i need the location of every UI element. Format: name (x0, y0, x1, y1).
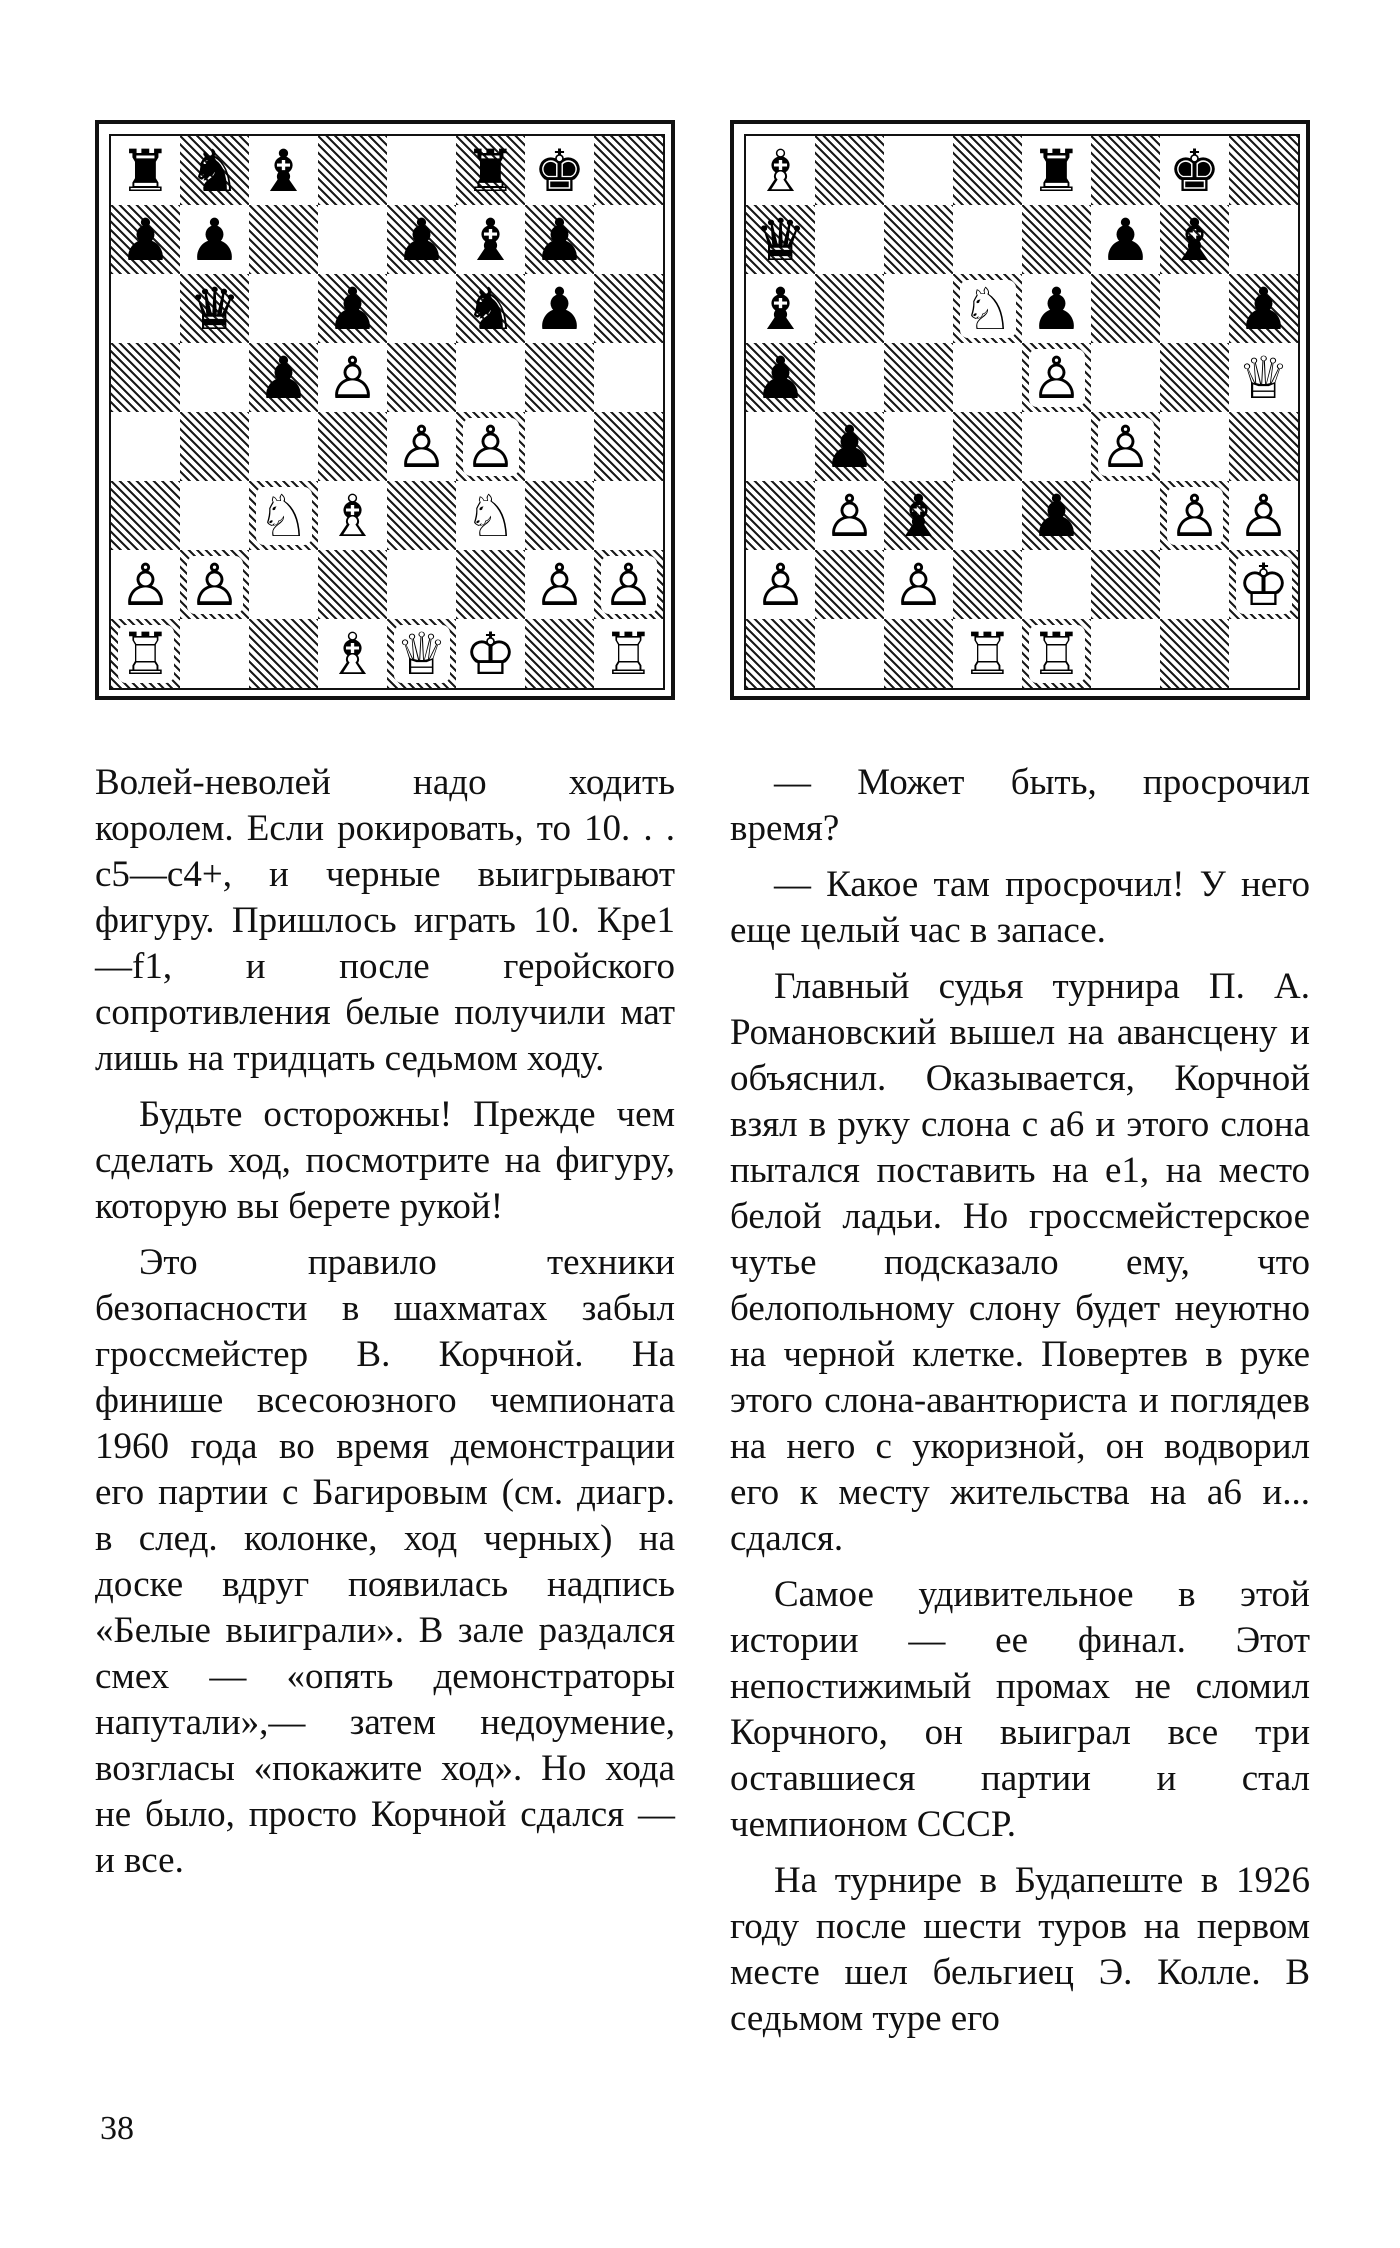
black-pawn-icon: ♟ (188, 205, 241, 274)
black-bishop-icon: ♝ (464, 205, 517, 274)
white-pawn-icon: ♙ (119, 550, 172, 619)
board-square (1091, 412, 1160, 481)
board-square (815, 481, 884, 550)
board-square (1160, 136, 1229, 205)
black-pawn-icon: ♟ (1099, 205, 1152, 274)
board-square (746, 412, 815, 481)
board-square (456, 205, 525, 274)
white-pawn-icon: ♙ (1237, 481, 1290, 550)
board-square (884, 412, 953, 481)
text-column-right (730, 760, 1310, 2052)
board-square (953, 136, 1022, 205)
white-pawn-icon: ♙ (326, 343, 379, 412)
board-square (1160, 274, 1229, 343)
white-bishop-icon: ♗ (326, 481, 379, 550)
board-square (456, 481, 525, 550)
black-king-icon: ♚ (1168, 136, 1221, 205)
paragraph: На турнире в Будапеште в 1926 году после шести туров на первом месте шел бельгиец Э. Колле. В седьмом туре его (730, 1860, 1310, 2039)
board-square (953, 205, 1022, 274)
board-square (953, 481, 1022, 550)
board-square (318, 481, 387, 550)
board-square (249, 550, 318, 619)
board-square (249, 136, 318, 205)
board-square (884, 205, 953, 274)
board-square (815, 343, 884, 412)
black-rook-icon: ♜ (119, 136, 172, 205)
black-pawn-icon: ♟ (257, 343, 310, 412)
white-pawn-icon: ♙ (1099, 412, 1152, 481)
board-square (180, 343, 249, 412)
black-knight-icon: ♞ (188, 136, 241, 205)
white-bishop-icon: ♗ (754, 136, 807, 205)
board-square (525, 412, 594, 481)
black-bishop-icon: ♝ (754, 274, 807, 343)
black-pawn-icon: ♟ (395, 205, 448, 274)
black-rook-icon: ♜ (1030, 136, 1083, 205)
board-square (594, 619, 663, 688)
paragraph: — Может быть, просрочил время? (730, 762, 1310, 849)
board-square (746, 550, 815, 619)
board-square (456, 412, 525, 481)
board-square (1022, 481, 1091, 550)
chess-diagram-left (95, 120, 675, 700)
white-pawn-icon: ♙ (754, 550, 807, 619)
board-square (1160, 412, 1229, 481)
white-bishop-icon: ♗ (326, 619, 379, 688)
board-square (1229, 343, 1298, 412)
board-square (249, 412, 318, 481)
board-square (387, 550, 456, 619)
white-king-icon: ♔ (464, 619, 517, 688)
board-square (525, 205, 594, 274)
black-pawn-icon: ♟ (1030, 274, 1083, 343)
board-square (456, 343, 525, 412)
board-square (746, 205, 815, 274)
board-square (111, 136, 180, 205)
black-queen-icon: ♛ (754, 205, 807, 274)
white-pawn-icon: ♙ (1168, 481, 1221, 550)
black-pawn-icon: ♟ (823, 412, 876, 481)
board-square (953, 619, 1022, 688)
board-square (180, 205, 249, 274)
board-square (1160, 205, 1229, 274)
board-square (249, 481, 318, 550)
board-square (1229, 136, 1298, 205)
board-square (594, 412, 663, 481)
board-square (180, 550, 249, 619)
page-number: 38 (100, 2110, 134, 2147)
board-square (953, 550, 1022, 619)
board-square (884, 481, 953, 550)
board-square (249, 343, 318, 412)
board-square (1229, 274, 1298, 343)
board-square (1229, 550, 1298, 619)
text-column-left (95, 760, 675, 1894)
board-square (1229, 619, 1298, 688)
board-grid (744, 134, 1300, 690)
board-square (111, 550, 180, 619)
board-square (746, 343, 815, 412)
white-pawn-icon: ♙ (188, 550, 241, 619)
board-square (387, 412, 456, 481)
board-square (1091, 550, 1160, 619)
board-square (387, 136, 456, 205)
board-square (1091, 481, 1160, 550)
board-square (1022, 205, 1091, 274)
paragraph: Самое удивительное в этой истории — ее финал. Этот непостижимый промах не сломил Корчного, он выиграл все три оставшиеся партии и стал чемпионом СССР. (730, 1574, 1310, 1845)
white-queen-icon: ♕ (1237, 343, 1290, 412)
white-pawn-icon: ♙ (602, 550, 655, 619)
board-square (111, 481, 180, 550)
board-square (1160, 481, 1229, 550)
board-square (1022, 550, 1091, 619)
board-square (746, 481, 815, 550)
black-pawn-icon: ♟ (326, 274, 379, 343)
board-square (594, 481, 663, 550)
board-square (111, 343, 180, 412)
board-grid (109, 134, 665, 690)
board-square (594, 274, 663, 343)
board-square (1160, 619, 1229, 688)
white-pawn-icon: ♙ (1030, 343, 1083, 412)
board-square (1022, 136, 1091, 205)
board-square (1091, 619, 1160, 688)
board-square (1091, 274, 1160, 343)
board-square (1091, 205, 1160, 274)
board-square (318, 205, 387, 274)
board-square (111, 412, 180, 481)
board-square (456, 619, 525, 688)
white-king-icon: ♔ (1237, 550, 1290, 619)
board-square (1022, 274, 1091, 343)
board-square (953, 274, 1022, 343)
board-square (815, 412, 884, 481)
black-bishop-icon: ♝ (892, 481, 945, 550)
white-pawn-icon: ♙ (892, 550, 945, 619)
white-queen-icon: ♕ (395, 619, 448, 688)
board-square (249, 205, 318, 274)
board-square (815, 274, 884, 343)
white-knight-icon: ♘ (961, 274, 1014, 343)
board-square (525, 343, 594, 412)
white-knight-icon: ♘ (257, 481, 310, 550)
board-square (456, 550, 525, 619)
board-square (746, 619, 815, 688)
board-square (884, 343, 953, 412)
board-square (111, 274, 180, 343)
board-square (1229, 412, 1298, 481)
white-pawn-icon: ♙ (533, 550, 586, 619)
white-pawn-icon: ♙ (823, 481, 876, 550)
paragraph: Волей-неволей надо ходить королем. Если рокировать, то 10. . . c5—c4+, и черные выигрывают фигуру. Пришлось играть 10. Крe1—f1, и после геройского сопротивления белые получили мат лишь на тридцать седьмом ходу. (95, 762, 675, 1079)
black-pawn-icon: ♟ (119, 205, 172, 274)
board-square (746, 274, 815, 343)
white-pawn-icon: ♙ (395, 412, 448, 481)
board-square (387, 274, 456, 343)
board-square (594, 136, 663, 205)
black-rook-icon: ♜ (464, 136, 517, 205)
board-square (1022, 412, 1091, 481)
board-square (884, 136, 953, 205)
board-square (249, 619, 318, 688)
white-rook-icon: ♖ (119, 619, 172, 688)
black-bishop-icon: ♝ (257, 136, 310, 205)
board-square (884, 550, 953, 619)
board-square (249, 274, 318, 343)
paragraph: Это правило техники безопасности в шахматах забыл гроссмейстер В. Корчной. На финише всесоюзного чемпионата 1960 года во время демонстрации его партии с Багировым (см. диагр. в след. колонке, ход черных) на доске вдруг появилась надпись «Белые выиграли». В зале раздался смех — «опять демонстраторы напутали»,— затем недоумение, возгласы «покажите ход». Но хода не было, просто Корчной сдался — и все. (95, 1242, 675, 1881)
board-square (456, 136, 525, 205)
chess-diagram-right (730, 120, 1310, 700)
black-pawn-icon: ♟ (1237, 274, 1290, 343)
black-bishop-icon: ♝ (1168, 205, 1221, 274)
board-square (594, 205, 663, 274)
black-pawn-icon: ♟ (533, 274, 586, 343)
board-square (180, 412, 249, 481)
white-knight-icon: ♘ (464, 481, 517, 550)
board-square (180, 619, 249, 688)
white-pawn-icon: ♙ (464, 412, 517, 481)
board-square (318, 343, 387, 412)
board-square (1229, 481, 1298, 550)
board-square (1022, 619, 1091, 688)
board-square (525, 136, 594, 205)
board-square (111, 205, 180, 274)
board-square (1229, 205, 1298, 274)
board-square (884, 274, 953, 343)
board-square (180, 481, 249, 550)
board-square (594, 550, 663, 619)
white-rook-icon: ♖ (961, 619, 1014, 688)
black-knight-icon: ♞ (464, 274, 517, 343)
board-square (815, 550, 884, 619)
board-square (111, 619, 180, 688)
white-rook-icon: ♖ (1030, 619, 1083, 688)
board-square (953, 412, 1022, 481)
board-square (387, 619, 456, 688)
board-square (1091, 343, 1160, 412)
board-square (884, 619, 953, 688)
board-square (318, 550, 387, 619)
board-square (387, 481, 456, 550)
black-pawn-icon: ♟ (533, 205, 586, 274)
board-square (815, 619, 884, 688)
board-square (953, 343, 1022, 412)
black-queen-icon: ♛ (188, 274, 241, 343)
board-square (318, 274, 387, 343)
board-square (1160, 550, 1229, 619)
black-king-icon: ♚ (533, 136, 586, 205)
white-rook-icon: ♖ (602, 619, 655, 688)
board-square (746, 136, 815, 205)
board-square (387, 205, 456, 274)
board-square (180, 136, 249, 205)
board-square (456, 274, 525, 343)
board-square (815, 136, 884, 205)
board-square (525, 550, 594, 619)
board-square (1091, 136, 1160, 205)
board-square (318, 412, 387, 481)
board-square (1160, 343, 1229, 412)
board-square (815, 205, 884, 274)
board-square (525, 619, 594, 688)
board-square (525, 481, 594, 550)
black-pawn-icon: ♟ (754, 343, 807, 412)
board-square (525, 274, 594, 343)
board-square (318, 136, 387, 205)
board-square (180, 274, 249, 343)
board-square (387, 343, 456, 412)
board-square (318, 619, 387, 688)
paragraph: Будьте осторожны! Прежде чем сделать ход, посмотрите на фигуру, которую вы берете рукой! (95, 1094, 675, 1227)
paragraph: Главный судья турнира П. А. Романовский вышел на авансцену и объяснил. Оказывается, Корчной взял в руку слона с a6 и этого слона пытался поставить на e1, на место белой ладьи. Но гроссмейстерское чутье подсказало ему, что белопольному слону будет неуютно на черной клетке. Повертев в руке этого слона-авантюриста и поглядев на него с укоризной, он водворил его к месту жительства на a6 и... сдался. (730, 966, 1310, 1559)
board-square (1022, 343, 1091, 412)
black-pawn-icon: ♟ (1030, 481, 1083, 550)
board-square (594, 343, 663, 412)
paragraph: — Какое там просрочил! У него еще целый час в запасе. (730, 864, 1310, 951)
